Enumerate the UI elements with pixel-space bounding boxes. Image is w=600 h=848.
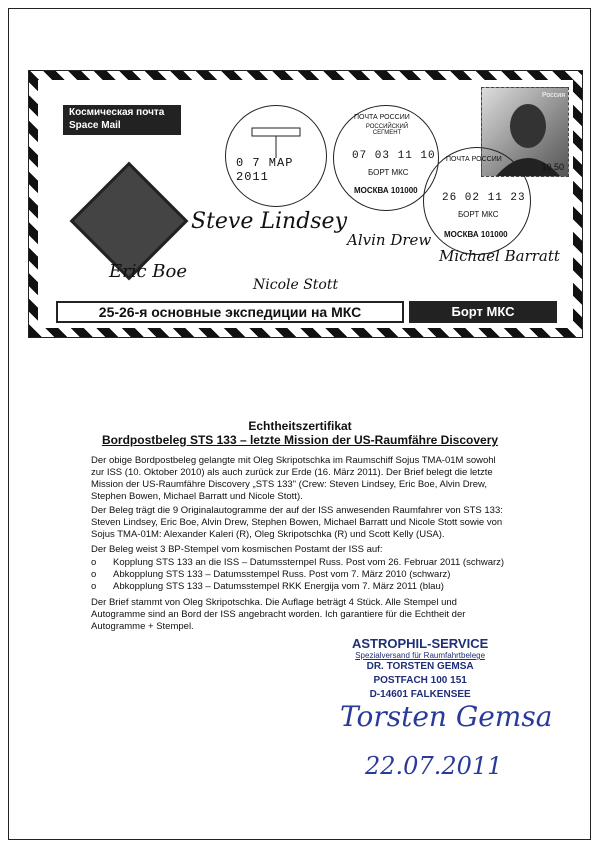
stamp-value: 10.50: [541, 162, 564, 172]
signature-nicole-stott: Nicole Stott: [253, 277, 339, 293]
cancel-2-mid: РОССИЙСКИЙ СЕГМЕНТ: [365, 124, 409, 136]
cancel-2-date: 07 03 11 10: [352, 150, 436, 162]
signature-alvin-drew: Alvin Drew: [347, 231, 432, 249]
list-item: [91, 569, 511, 581]
list-text: Abkopplung STS 133 – Datumsstempel Russ. Post vom 7. März 2010 (schwarz): [113, 569, 451, 580]
certificate-para-3: Der Beleg weist 3 BP-Stempel vom kosmischen Postamt der ISS auf:: [91, 544, 383, 555]
space-mail-envelope: [28, 70, 583, 338]
signature-eric-boe: Eric Boe: [109, 261, 188, 282]
signature-steve-lindsey: Steve Lindsey: [191, 209, 348, 234]
address-company: ASTROPHIL-SERVICE: [352, 636, 489, 651]
cancel-1-date: 0 7 MAP 2011: [236, 156, 294, 184]
certificate-para-1: Der obige Bordpostbeleg gelangte mit Oleg Skripotschka im Raumschiff Sojus TMA-01M sowohl zur ISS (10. Oktober 2010) als auch zurück zur Erde (16. März 2011). Der Brief belegt die letzte Mission der US-Raumfähre Discovery „STS 133" (Crew: Steven Lindsey, Eric Boe, Alvin Drew, Stephen Bowen, Michael Barratt und Nicole Stott).: [91, 455, 496, 502]
cancel-3-date: 26 02 11 23: [442, 192, 526, 204]
address-subtitle: Spezialversand für Raumfahrtbelege: [355, 651, 486, 660]
cancel-3-city: МОСКВА 101000: [444, 230, 508, 239]
list-item: [91, 557, 511, 569]
list-bullet: o: [91, 569, 97, 580]
label-en: Space Mail: [69, 120, 121, 131]
cancel-3-top: ПОЧТА РОССИИ: [446, 156, 502, 163]
list-bullet: o: [91, 557, 97, 568]
cancel-energija: [225, 105, 327, 207]
signature-gemsa: Torsten Gemsa: [340, 700, 553, 733]
certificate-subtitle: Bordpostbeleg STS 133 – letzte Mission der US-Raumfähre Discovery: [101, 433, 499, 447]
board-label: Борт МКС: [409, 301, 557, 323]
stamp-country: Россия: [542, 92, 565, 99]
list-text: Kopplung STS 133 an die ISS – Datumssternpel Russ. Post vom 26. Februar 2011 (schwarz): [113, 557, 505, 568]
address-stamp: [352, 636, 488, 702]
certificate-para-2: Der Beleg trägt die 9 Originalautogramme der auf der ISS anwesenden Raumfahrer von STS 133: Steven Lindsey, Eric Boe, Alvin Drew, Stephen Bowen, Michael Barratt und Nicole Stott sowie von Sojus TMA-01M: Alexander Kaleri (R), Oleg Skripotschka (R) und Scott Kelly (USA).: [91, 505, 503, 540]
signature-date: 22.07.2011: [365, 752, 503, 780]
cancel-2-top: ПОЧТА РОССИИ: [354, 114, 410, 121]
cancel-2-board: БОРТ МКС: [368, 168, 409, 177]
cancel-3-board: БОРТ МКС: [458, 210, 499, 219]
certificate-para-4: Der Brief stammt von Oleg Skripotschka. Die Auflage beträgt 4 Stück. Alle Stempel und Autogramme sind an Bord der ISS angebracht worden. Ich garantiere für die Echtheit der Autogramme + Stempel.: [91, 597, 466, 632]
address-postbox: POSTFACH 100 151: [373, 675, 467, 686]
list-bullet: o: [91, 581, 97, 592]
certificate-title: Echtheitszertifikat: [248, 419, 352, 433]
stamp-list: [91, 557, 511, 593]
label-ru: Космическая почта: [69, 107, 165, 118]
expedition-band: 25-26-я основные экспедиции на МКС: [56, 301, 404, 323]
address-person: DR. TORSTEN GEMSA: [366, 661, 474, 672]
list-item: [91, 581, 511, 593]
address-city: D-14601 FALKENSEE: [369, 689, 471, 700]
cancel-2-city: МОСКВА 101000: [354, 186, 418, 195]
list-text: Abkopplung STS 133 – Datumsstempel RKK Energija vom 7. März 2011 (blau): [113, 581, 444, 592]
signature-michael-barratt: Michael Barratt: [439, 247, 560, 265]
space-mail-label: [63, 105, 181, 135]
cancel-iss-board: [423, 147, 531, 255]
